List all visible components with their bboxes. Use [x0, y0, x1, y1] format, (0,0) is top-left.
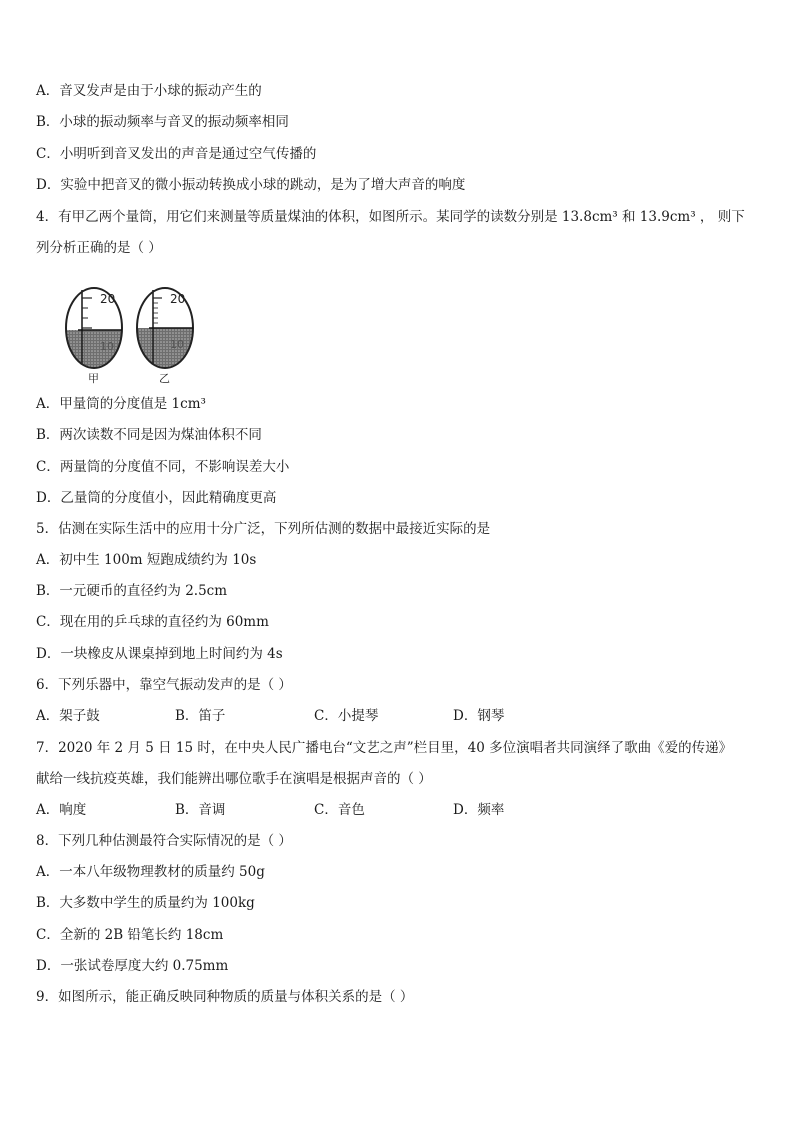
label-jia: 甲: [88, 372, 99, 384]
q9-stem: 9．如图所示，能正确反映同种物质的质量与体积关系的是（ ）: [36, 989, 414, 1005]
q5-option-a: A．初中生 100m 短跑成绩约为 10s: [36, 552, 257, 568]
q5-option-d: D．一块橡皮从课桌掉到地上时间约为 4s: [36, 646, 283, 662]
q6-option-d: D．钢琴: [453, 708, 505, 724]
q4-cylinder-figure: [64, 284, 204, 384]
q8-option-b: B．大多数中学生的质量约为 100kg: [36, 895, 255, 911]
q7-options-row: [36, 801, 776, 819]
q6-stem: 6．下列乐器中，靠空气振动发声的是（ ）: [36, 677, 292, 693]
q4-option-c: C．两量筒的分度值不同，不影响误差大小: [36, 459, 290, 475]
q3-option-a: A．音叉发声是由于小球的振动产生的: [36, 83, 262, 99]
cylinder-jia: [66, 288, 122, 370]
q7-stem-line2: 献给一线抗疫英雄，我们能辨出哪位歌手在演唱是根据声音的（ ）: [36, 771, 432, 787]
q5-stem: 5．估测在实际生活中的应用十分广泛，下列所估测的数据中最接近实际的是: [36, 521, 491, 537]
q3-option-b: B．小球的振动频率与音叉的振动频率相同: [36, 114, 289, 130]
jia-tick-10: 10: [100, 340, 114, 353]
yi-tick-20: 20: [170, 292, 186, 306]
q8-option-a: A．一本八年级物理教材的质量约 50g: [36, 864, 265, 880]
label-yi: 乙: [159, 372, 170, 384]
q5-option-c: C．现在用的乒乓球的直径约为 60mm: [36, 614, 269, 630]
q6-option-c: C．小提琴: [314, 708, 379, 724]
q8-option-c: C．全新的 2B 铅笔长约 18cm: [36, 927, 224, 943]
q6-option-a: A．架子鼓: [36, 708, 100, 724]
q3-option-c: C．小明听到音叉发出的声音是通过空气传播的: [36, 146, 317, 162]
q8-stem: 8．下列几种估测最符合实际情况的是（ ）: [36, 833, 292, 849]
q3-option-d: D．实验中把音叉的微小振动转换成小球的跳动，是为了增大声音的响度: [36, 177, 466, 193]
q5-option-b: B．一元硬币的直径约为 2.5cm: [36, 583, 228, 599]
q6-option-b: B．笛子: [175, 708, 226, 724]
q4-stem-line1: 4．有甲乙两个量筒，用它们来测量等质量煤油的体积，如图所示。某同学的读数分别是 13.8cm³ 和 13.9cm³ ， 则下: [36, 209, 745, 225]
q7-option-c: C．音色: [314, 802, 365, 818]
q7-option-d: D．频率: [453, 802, 505, 818]
q8-option-d: D．一张试卷厚度大约 0.75mm: [36, 958, 229, 974]
q4-stem-line2: 列分析正确的是（ ）: [36, 240, 162, 256]
yi-tick-10: 10: [170, 338, 184, 351]
jia-tick-20: 20: [100, 292, 116, 306]
q4-option-b: B．两次读数不同是因为煤油体积不同: [36, 427, 262, 443]
q7-option-a: A．响度: [36, 802, 87, 818]
q7-option-b: B．音调: [175, 802, 226, 818]
q4-option-d: D．乙量筒的分度值小，因此精确度更高: [36, 490, 277, 506]
q6-options-row: [36, 707, 776, 725]
cylinder-yi: [137, 288, 193, 370]
q7-stem-line1: 7．2020 年 2 月 5 日 15 时，在中央人民广播电台“文艺之声”栏目里，40 多位演唱者共同演绎了歌曲《爱的传递》: [36, 740, 733, 756]
q4-option-a: A．甲量筒的分度值是 1cm³: [36, 396, 206, 412]
graduated-cylinders-illustration: [64, 284, 204, 384]
